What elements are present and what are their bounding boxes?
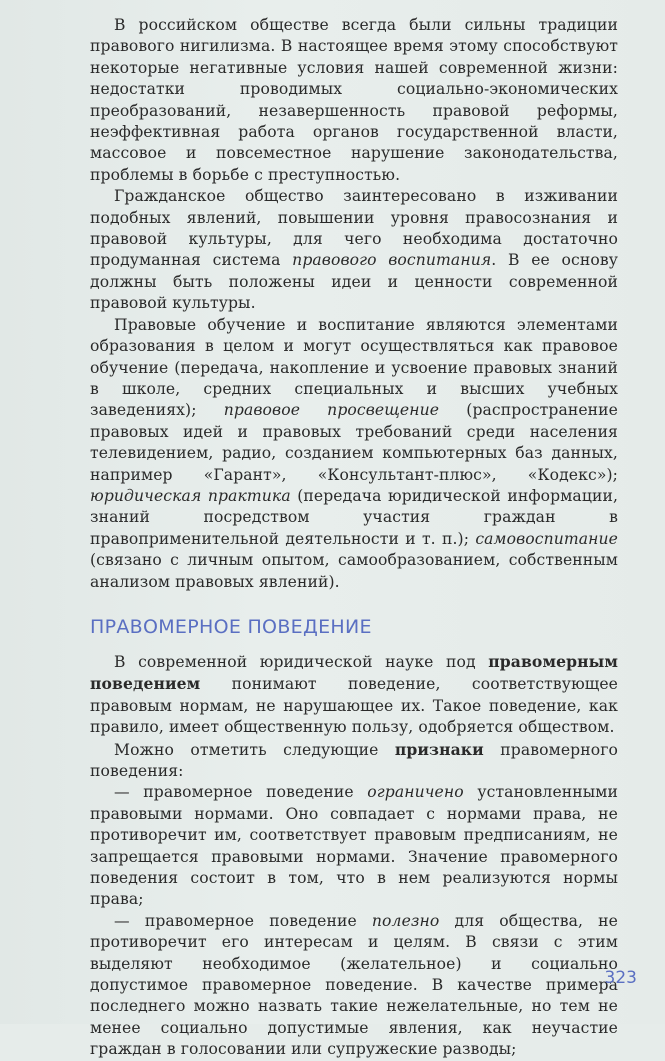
list-item-useful: — правомерное поведение полезно для общества, не противоречит его интересам и целям. В связи с этим выделяют необходимое (желательное) и социально допустимое правомерное поведение. В качестве примера последнего можно назвать такие нежелательные, но тем не менее социально допустимые явления, как неучастие граждан в голосовании или супружеские разводы;: [90, 911, 619, 1059]
term-legal-enlightenment: правовое просвещение: [223, 401, 440, 420]
page-number: 323: [604, 968, 637, 988]
paragraph-lawful-behavior-definition: В современной юридической науке под правомерным поведением понимают поведение, соответствующее правовым нормам, не нарушающее их. Такое поведение, как правило, имеет общественную пользу, одобряется обществом.: [90, 651, 618, 737]
term-legal-practice: юридическая практика: [90, 486, 291, 505]
paragraph-legal-nihilism: В российском обществе всегда были сильны традиции правового нигилизма. В настоящее время этому способствуют некоторые негативные условия нашей современной жизни: недостатки проводимых социально-экономических преобразований, незавершенность правовой реформы, неэффективная работа органов государственной власти, массовое и повсеместное нарушение законодательства, проблемы в борьбе с преступностью.: [90, 16, 618, 184]
text-column: [90, 15, 618, 1061]
paragraph-legal-training: Правовые обучение и воспитание являются элементами образования в целом и могут осуществляться как правовое обучение (передача, накопление и усвоение правовых знаний в школе, средних специальных и высших учебных заведениях); правовое просвещение (распространение правовых идей и правовых требований среди населения телевидением, радио, созданием компьютерных баз данных, например «Гарант», «Консультант-плюс», «Кодекс»); юридическая практика (передача юридической информации, знаний посредством участия граждан в правоприменительной деятельности и т. п.); самовоспитание (связано с личным опытом, самообразованием, собственным анализом правовых явлений).: [90, 315, 618, 591]
term-signs: признаки: [394, 739, 484, 759]
section-heading: ПРАВОМЕРНОЕ ПОВЕДЕНИЕ: [90, 615, 372, 638]
list-item-limited: — правомерное поведение ограничено установленными правовыми нормами. Оно совпадает с нормами права, не противоречит им, соответствует правовым предписаниям, не запрещается правовыми нормами. Значение правомерного поведения состоит в том, что в нем реализуются нормы права;: [90, 783, 618, 909]
paragraph-civil-society: Гражданское общество заинтересовано в изживании подобных явлений, повышении уровня правосознания и правовой культуры, для чего необходима достаточно продуманная система правового воспитания. В ее основу должны быть положены идеи и ценности современной правовой культуры.: [90, 187, 618, 313]
term-lawful-behavior: правомерным поведением: [90, 651, 618, 694]
term-self-education: самовоспитание: [475, 529, 618, 548]
term-legal-education: правового воспитания: [292, 251, 492, 270]
term-useful: полезно: [371, 911, 440, 930]
paragraph-signs-intro: Можно отметить следующие признаки правомерного поведения:: [90, 739, 619, 780]
term-limited: ограничено: [367, 783, 464, 802]
